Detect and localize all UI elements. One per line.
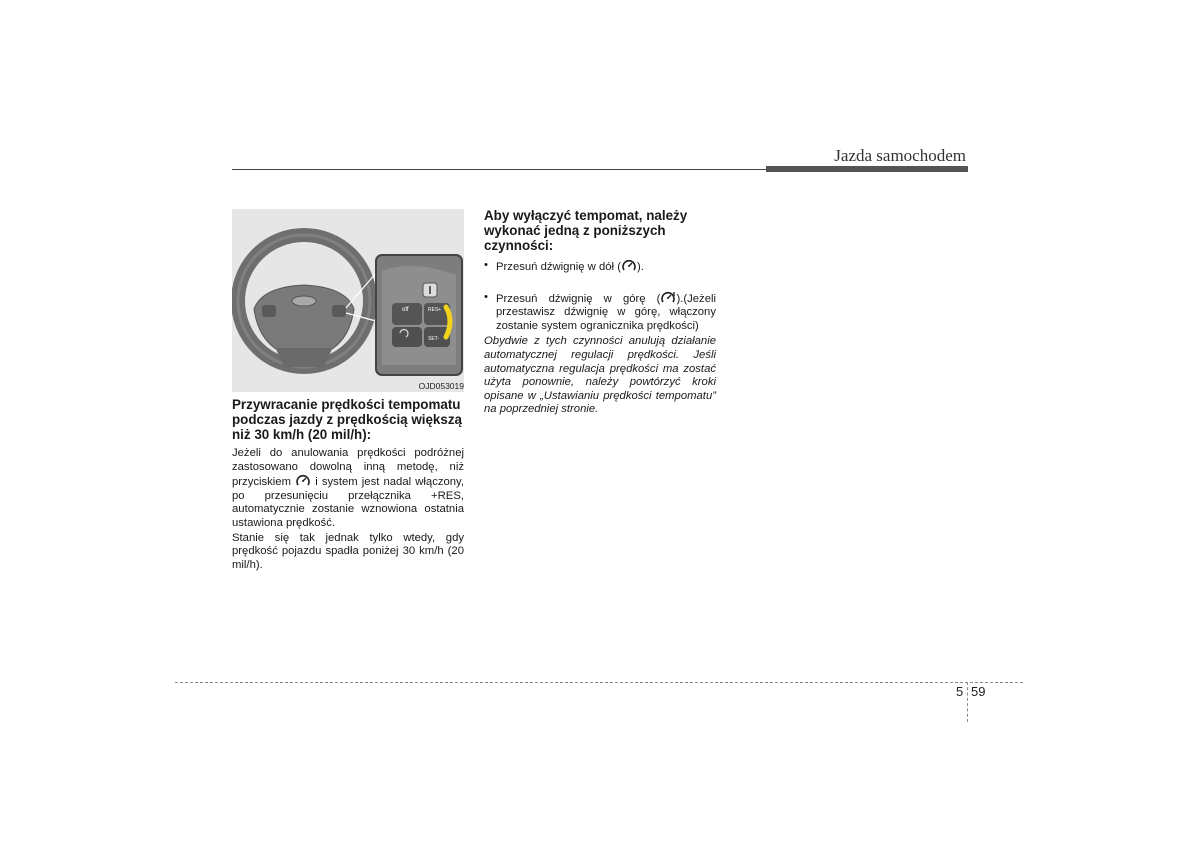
cruise-cancel-icon — [295, 474, 311, 488]
switch-set-label: SET- — [428, 336, 440, 342]
header-title: Jazda samochodem — [834, 146, 966, 165]
bullet-item-up — [484, 291, 716, 334]
bullet-down-text-a: Przesuń dźwignię w dół ( — [496, 261, 621, 273]
paragraph-condition: Stanie się tak jednak tylko wtedy, gdy prędkość pojazdu spadła poniżej 30 km/h (20 mil/h). — [232, 531, 464, 571]
figure-caption: OJD053019 — [418, 381, 464, 391]
bullet-up-text-a: Przesuń dźwignię w górę ( — [496, 292, 661, 305]
chapter-number: 5 — [956, 684, 964, 699]
footer-vertical-divider — [967, 682, 968, 722]
switch-res-label: RES+ — [428, 307, 442, 313]
bullet-dot: • — [484, 259, 488, 271]
footer-divider — [175, 682, 1023, 683]
header-bar — [766, 166, 968, 172]
speed-limiter-icon — [660, 291, 676, 305]
section-heading-cancel: Aby wyłączyć tempomat, należy wykonać jedną z poniższych czynności: — [484, 208, 688, 253]
page-number: 59 — [971, 684, 986, 699]
steering-wheel-illustration — [232, 209, 464, 392]
cancel-note: Obydwie z tych czynności anulują działanie automatycznej regulacji prędkości. Jeśli automatyczna regulacja prędkości ma zostać użyta ponownie, należy powtórzyć kroki opisane w „Ustawianiu prędkości tempomatu” na poprzedniej stronie. — [484, 335, 716, 416]
bullet-down-text-b: ). — [636, 261, 644, 273]
bullet-dot: • — [484, 290, 488, 303]
bullet-item-down — [484, 259, 716, 275]
section-heading-resume: Przywracanie prędkości tempomatu podczas jazdy z prędkością większą niż 30 km/h (20 mil/h): — [232, 397, 462, 442]
cruise-cancel-icon — [621, 259, 637, 273]
header-rule — [232, 169, 766, 170]
paragraph-resume-part2: i system jest nadal włączony, po przesunięciu przełącznika +RES, automatycznie zostanie wznowiona ostatnia ustawiona prędkość. — [232, 476, 465, 529]
column-left — [232, 397, 464, 572]
paragraph-resume — [232, 447, 464, 531]
column-right — [484, 208, 716, 417]
paragraph-resume-part1: Jeżeli do anulowania prędkości podróżnej zastosowano dowolną inną metodę, niż przyciskiem — [232, 447, 464, 489]
bullet-up-text-b: ).(Jeżeli przestawisz dźwignię w górę, włączony zostanie system ogranicznika prędkości) — [496, 292, 716, 332]
switch-off-label: off — [402, 307, 409, 313]
